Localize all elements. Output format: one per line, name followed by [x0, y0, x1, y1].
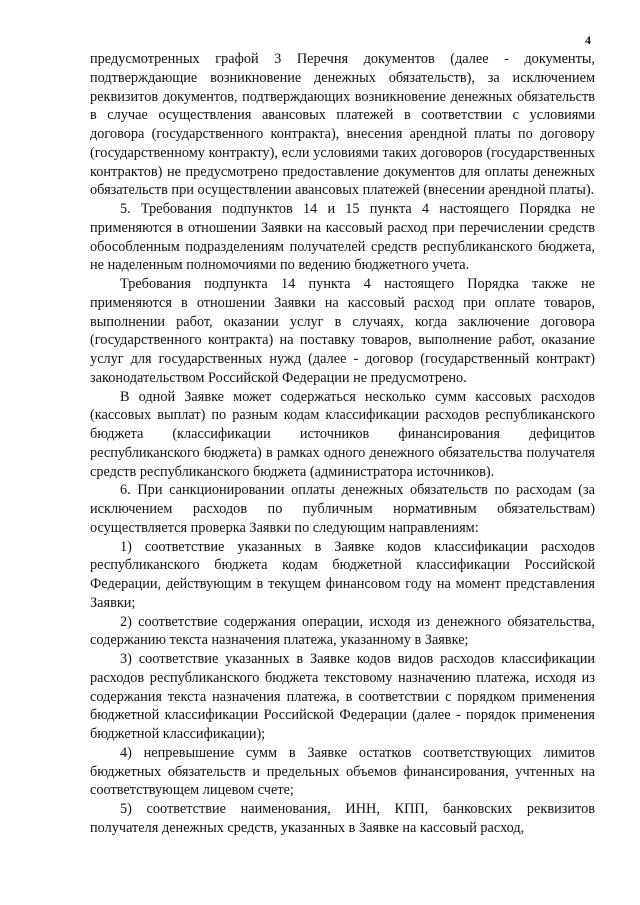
list-item-3: 3) соответствие указанных в Заявке кодов видов расходов классификации расходов республиканского бюджета текстовому назначению платежа, исходя из содержания текста назначения платежа, в соответствии с порядком применения бюджетной классификации Российской Федерации (далее - порядок применения бюджетной классификации); [90, 651, 595, 742]
page-number: 4 [585, 33, 591, 47]
list-item-1: 1) соответствие указанных в Заявке кодов классификации расходов республиканского бюджета кодам бюджетной классификации Российской Федерации, действующим в текущем финансовом году на момент представления Заявки; [90, 538, 595, 611]
paragraph-continuation: предусмотренных графой 3 Перечня документов (далее - документы, подтверждающие возникновение денежных обязательств), за исключением реквизитов документов, подтверждающих возникновение денежных обязательств в случае осуществления авансовых платежей в соответствии с условиями договора (государственного контракта), внесения арендной платы по договору (государственному контракту), если условиями таких договоров (государственных контрактов) не предусмотрено предоставление документов для оплаты денежных обязательств при осуществлении авансовых платежей (внесении арендной платы). [90, 51, 595, 199]
paragraph-multiple-sums: В одной Заявке может содержаться несколько сумм кассовых расходов (кассовых выплат) по разным кодам классификации расходов республиканского бюджета (классификации источников финансирования дефицитов республиканского бюджета) в рамках одного денежного обязательства получателя средств республиканского бюджета (администратора источников). [90, 388, 595, 480]
paragraph-requirements-14: Требования подпункта 14 пункта 4 настоящего Порядка также не применяются в отношении Заявки на кассовый расход при оплате товаров, выполнении работ, оказании услуг в случаях, когда заключение договора (государственного контракта) на поставку товаров, выполнение работ, оказание услуг для государственных нужд (далее - договор (государственный контракт) законодательством Российской Федерации не предусмотрено. [90, 276, 595, 386]
list-item-4: 4) непревышение сумм в Заявке остатков соответствующих лимитов бюджетных обязательств и предельных объемов финансирования, учтенных на соответствующем лицевом счете; [90, 744, 595, 799]
paragraph-item-6: 6. При санкционировании оплаты денежных обязательств по расходам (за исключением расходов по публичным нормативным обязательствам) осуществляется проверка Заявки по следующим направлениям: [90, 482, 595, 536]
paragraph-item-5: 5. Требования подпунктов 14 и 15 пункта 4 настоящего Порядка не применяются в отношении Заявки на кассовый расход при перечислении средств обособленным подразделениям получателей средств республиканского бюджета, не наделенным полномочиями по ведению бюджетного учета. [90, 201, 595, 274]
list-item-2: 2) соответствие содержания операции, исходя из денежного обязательства, содержанию текста назначения платежа, указанному в Заявке; [90, 613, 595, 649]
list-item-5: 5) соответствие наименования, ИНН, КПП, банковских реквизитов получателя денежных средств, указанных в Заявке на кассовый расход, [90, 801, 595, 836]
document-body [90, 50, 595, 838]
